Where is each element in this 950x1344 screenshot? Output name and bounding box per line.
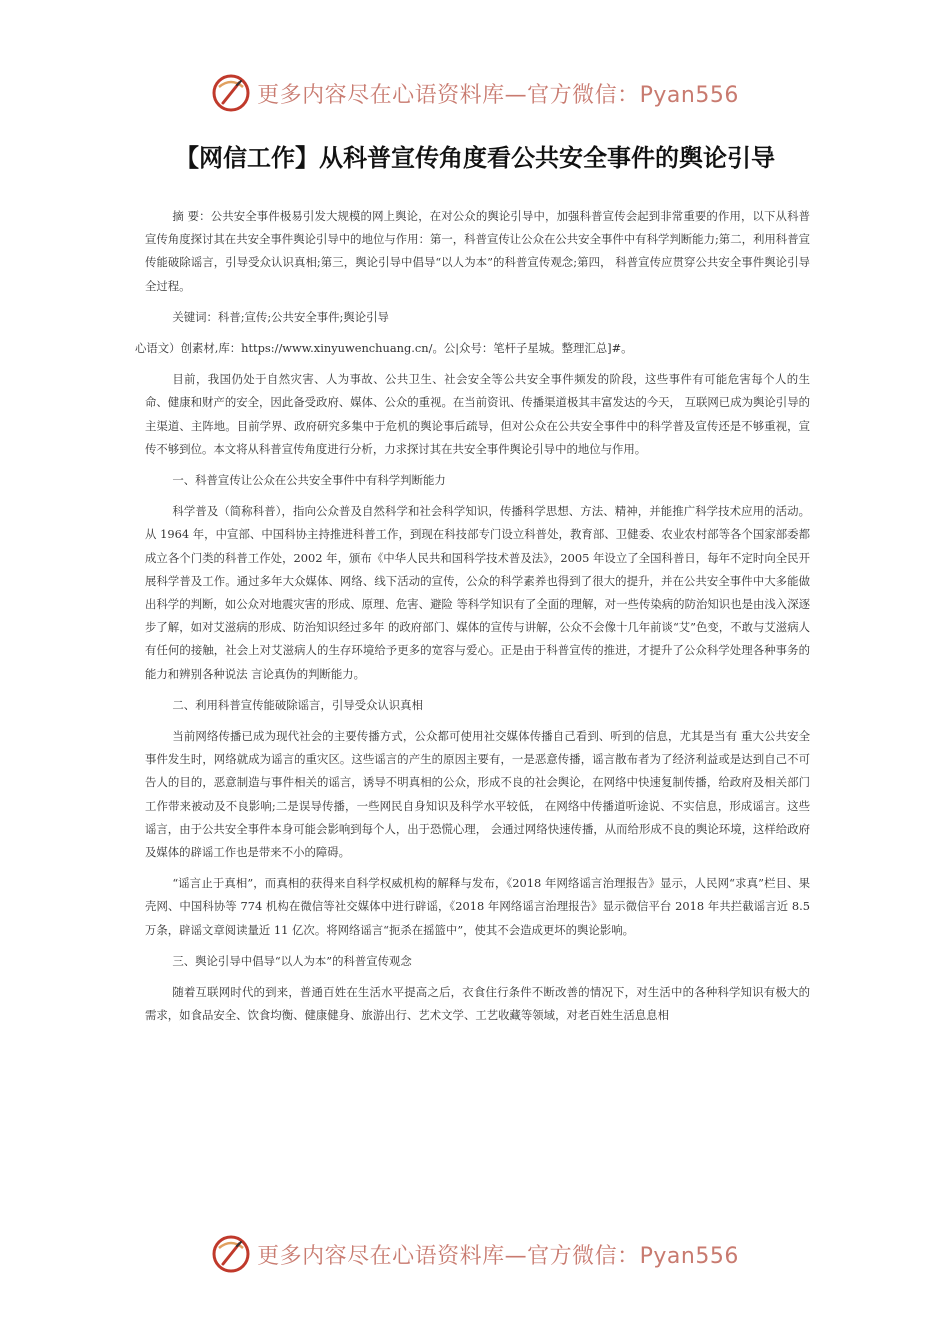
- section3-paragraph: 随着互联网时代的到来，普通百姓在生活水平提高之后，衣食住行条件不断改善的情况下，对生活中的各种科学知识有极大的需求，如食品安全、饮食均衡、健康健身、旅游出行、艺术文学、工艺收藏等领域，对老百姓生活息息相: [145, 985, 810, 1023]
- section1-heading: 一、科普宣传让公众在公共安全事件中有科学判断能力: [172, 473, 446, 488]
- document-body: [135, 205, 810, 1036]
- keywords-line: 关键词：科普;宣传;公共安全事件;舆论引导: [172, 309, 389, 324]
- section1-paragraph: 科学普及（简称科普），指向公众普及自然科学和社会科学知识，传播科学思想、方法、精神，并能推广科学技术应用的活动。从 1964 年，中宣部、中国科协主持推进科普工作，到现在科技部专门设立科普处，教育部、卫健委、农业农村部等各个国家部委都成立各个门类的科普工作处，2002 年，颁布《中华人民共和国科学技术普及法》，2005 年设立了全国科普日，每年不定时向全民开展科学普及工作。通过多年大众媒体、网络、线下活动的宣传，公众的科学素养也得到了很大的提升，并在公共安全事件中大多能做出科学的判断，如公众对地震灾害的形成、原理、危害、避险 等科学知识有了全面的理解，对一些传染病的防治知识也是由浅入深逐步了解，如对艾滋病的形成、防治知识经过多年 的政府部门、媒体的宣传与讲解，公众不会像十几年前谈“艾”色变，不敢与艾滋病人有任何的接触，社会上对艾滋病人的生存环境给予更多的宽容与爱心。正是由于科普宣传的推进，才提升了公众科学处理各种事务的能力和辨别各种说法 言论真伪的判断能力。: [145, 504, 810, 681]
- section2-heading: 二、利用科普宣传能破除谣言，引导受众认识真相: [172, 697, 423, 712]
- footer-watermark-banner: [0, 1229, 950, 1279]
- intro-paragraph: 目前，我国仍处于自然灾害、人为事故、公共卫生、社会安全等公共安全事件频发的阶段，这些事件有可能危害每个人的生命、健康和财产的安全，因此备受政府、媒体、公众的重视。在当前资讯、传播渠道极其丰富发达的今天， 互联网已成为舆论引导的主渠道、主阵地。目前学界、政府研究多集中于危机的舆论事后疏导，但对公众在公共安全事件中的科学普及宣传还是不够重视，宣传不够到位。本文将从科普宣传角度进行分析，力求探讨其在共安全事件舆论引导中的地位与作用。: [145, 372, 810, 456]
- document-title: 【网信工作】从科普宣传角度看公共安全事件的舆论引导: [175, 144, 775, 172]
- brand-logo-icon: [211, 1234, 251, 1274]
- brand-logo-icon: [211, 73, 251, 113]
- abstract-paragraph: 摘 要：公共安全事件极易引发大规模的网上舆论，在对公众的舆论引导中，加强科普宣传会起到非常重要的作用，以下从科普宣传角度探讨其在共安全事件舆论引导中的地位与作用：第一，科普宣传让公众在公共安全事件中有科学判断能力;第二，利用科普宣传能破除谣言，引导受众认识真相;第三，舆论引导中倡导“以人为本”的科普宣传观念;第四， 科普宣传应贯穿公共安全事件舆论引导全过程。: [145, 209, 810, 293]
- source-line: 心语文）创素材,库：https://www.xinyuwenchuang.cn/。公|众号：笔杆子星城。整理汇总]#。: [135, 341, 633, 356]
- section2-paragraph-2: “谣言止于真相”，而真相的获得来自科学权威机构的解释与发布，《2018 年网络谣言治理报告》显示，人民网“求真”栏目、果壳网、中国科协等 774 机构在微信等社交媒体中进行辟谣，《2018 年网络谣言治理报告》显示微信平台 2018 年共拦截谣言近 8.5 万条，辟谣文章阅读量近 11 亿次。将网络谣言“扼杀在摇篮中”，使其不会造成更坏的舆论影响。: [145, 876, 810, 937]
- banner-text: 更多内容尽在心语资料库—官方微信：Pyan556: [257, 1243, 739, 1269]
- section3-heading: 三、舆论引导中倡导“以人为本”的科普宣传观念: [172, 953, 412, 968]
- header-watermark-banner: [0, 68, 950, 118]
- section2-paragraph-1: 当前网络传播已成为现代社会的主要传播方式，公众都可使用社交媒体传播自己看到、听到的信息，尤其是当有 重大公共安全事件发生时，网络就成为谣言的重灾区。这些谣言的产生的原因主要有，一是恶意传播，谣言散布者为了经济利益或是达到自己不可告人的目的，恶意制造与事件相关的谣言，诱导不明真相的公众，形成不良的社会舆论，在网络中快速复制传播，给政府及相关部门工作带来被动及不良影响;二是误导传播，一些网民自身知识及科学水平较低， 在网络中传播道听途说、不实信息，形成谣言。这些谣言，由于公共安全事件本身可能会影响到每个人，出于恐慌心理， 会通过网络快速传播，从而给形成不良的舆论环境，这样给政府及媒体的辟谣工作也是带来不小的障碍。: [145, 729, 810, 860]
- banner-text: 更多内容尽在心语资料库—官方微信：Pyan556: [257, 82, 739, 108]
